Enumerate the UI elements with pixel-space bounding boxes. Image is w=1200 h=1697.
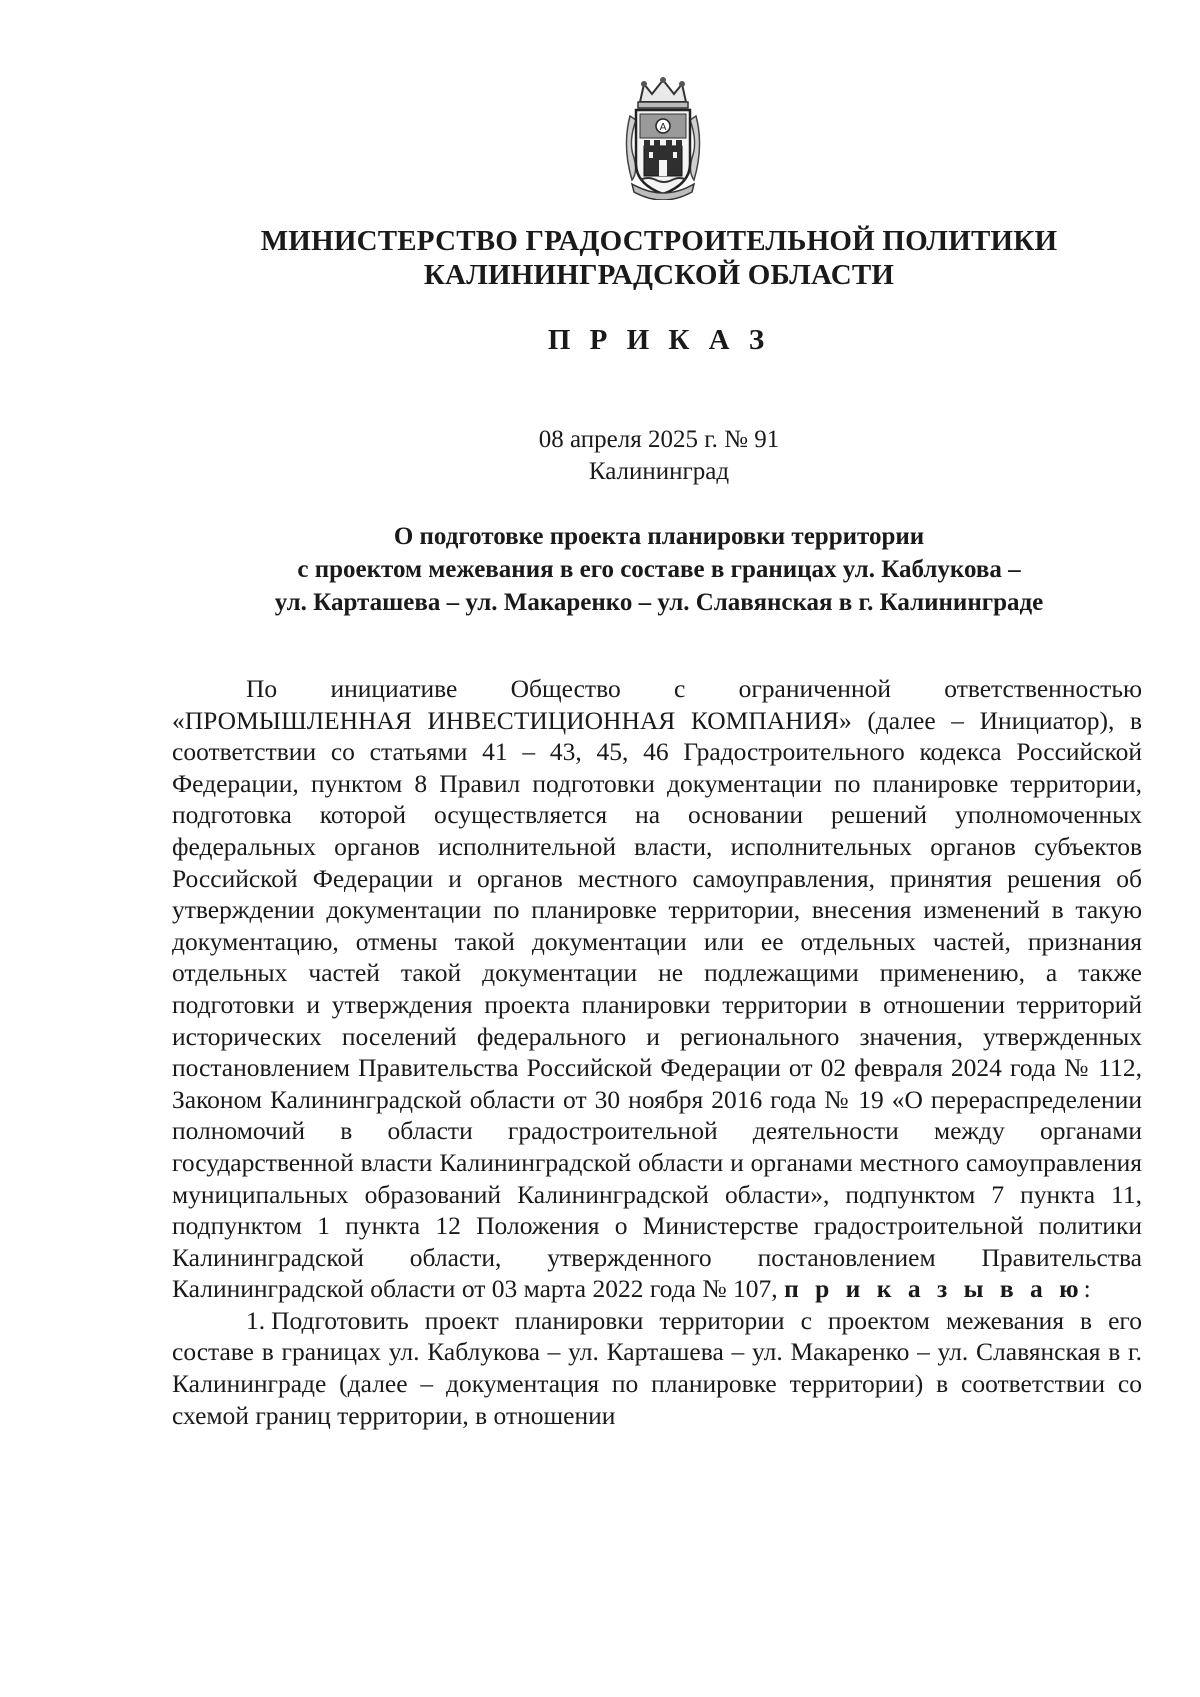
subject-line3: ул. Карташева – ул. Макаренко – ул. Славянская в г. Калининграде bbox=[274, 589, 1044, 616]
svg-text:A: A bbox=[659, 122, 667, 133]
subject-line2: с проектом межевания в его составе в границах ул. Каблукова – bbox=[297, 556, 1021, 583]
city: Калининград bbox=[588, 458, 730, 485]
item-1-number: 1. bbox=[246, 1305, 266, 1335]
item-1-text: Подготовить проект планировки территории с проектом межевания в его составе в границах ул. Каблукова – ул. Карташева – ул. Макаренко – ул. Славянская в г. Калининграде (далее – документация по планировке территории) в соответствии со схемой границ территории, в отношении bbox=[172, 1305, 1142, 1430]
date-and-number: 08 апреля 2025 г. № 91 bbox=[538, 426, 780, 453]
coat-of-arms-emblem bbox=[618, 76, 708, 200]
preamble-text: По инициативе Общество с ограниченной ответственностью «ПРОМЫШЛЕННАЯ ИНВЕСТИЦИОННАЯ КОМПАНИЯ» (далее – Инициатор), в соответствии со статьями 41 – 43, 45, 46 Градостроительного кодекса Российской Федерации, пунктом 8 Правил подготовки документации по планировке территории, подготовка которой осуществляется на основании решений уполномоченных федеральных органов исполнительной власти, исполнительных органов субъектов Российской Федерации и органов местного самоуправления, принятия решения об утверждении документации по планировке территории, внесения изменений в такую документацию, отмены такой документации или ее отдельных частей, признания отдельных частей такой документации не подлежащими применению, а также подготовки и утверждения проекта планировки территории в отношении территорий исторических поселений федерального и регионального значения, утвержденных постановлением Правительства Российской Федерации от 02 февраля 2024 года № 112, Законом Калининградской области от 30 ноября 2016 года № 19 «О перераспределении полномочий в области градостроительной деятельности между органами государственной власти Калининградской области и органами местного самоуправления муниципальных образований Калининградской области», подпунктом 7 пункта 11, подпунктом 1 пункта 12 Положения о Министерстве градостроительной политики Калининградской области, утвержденного постановлением Правительства Калининградской области от 03 марта 2022 года № 107, bbox=[172, 674, 1142, 1304]
ministry-title-line2: КАЛИНИНГРАДСКОЙ ОБЛАСТИ bbox=[423, 259, 895, 291]
ministry-title bbox=[0, 224, 1200, 292]
document-body bbox=[172, 673, 1142, 1431]
item-1-paragraph bbox=[172, 1305, 1142, 1431]
order-word: п р и к а з ы в а ю bbox=[784, 1274, 1084, 1304]
document-type: П Р И К А З bbox=[547, 324, 771, 356]
preamble-paragraph bbox=[172, 673, 1142, 1305]
document-subject bbox=[0, 520, 1200, 619]
order-colon: : bbox=[1083, 1274, 1091, 1304]
ministry-title-line1: МИНИСТЕРСТВО ГРАДОСТРОИТЕЛЬНОЙ ПОЛИТИКИ bbox=[260, 225, 1058, 257]
subject-line1: О подготовке проекта планировки территории bbox=[393, 523, 925, 550]
